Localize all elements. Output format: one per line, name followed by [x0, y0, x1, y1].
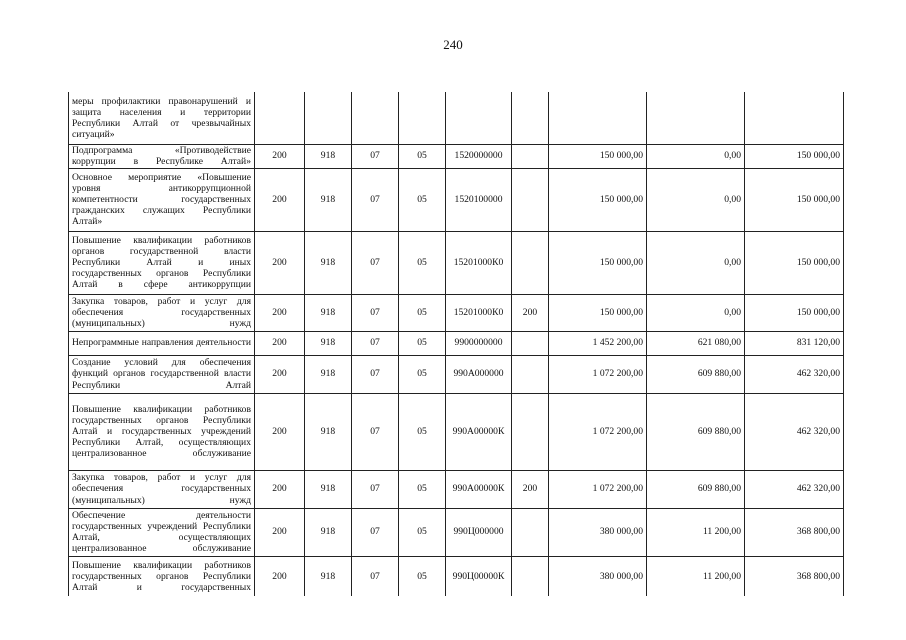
table-row — [69, 556, 844, 596]
table-row — [69, 393, 844, 470]
table-cell-fed: 621 080,00 — [647, 331, 745, 355]
table-cell-rz: 07 — [352, 168, 399, 231]
table-cell-rz: 07 — [352, 556, 399, 596]
table-cell-pr: 05 — [399, 355, 446, 393]
table-cell-reg — [745, 92, 844, 144]
table-cell-name: Повышение квалификации работников государственных органов Республики Алтай и государственных учреждений Республики Алтай, осуществляющих централизованное обслуживание — [69, 393, 255, 470]
table-cell-total: 1 072 200,00 — [549, 393, 647, 470]
table-cell-vr: 200 — [512, 470, 549, 508]
table-cell-fed: 0,00 — [647, 231, 745, 294]
table-cell-vr — [512, 331, 549, 355]
table-cell-csr: 1520000000 — [446, 144, 512, 168]
table-cell-csr: 1520100000 — [446, 168, 512, 231]
table-cell-reg: 150 000,00 — [745, 231, 844, 294]
table-cell-name: Создание условий для обеспечения функций органов государственной власти Республики Алтай — [69, 355, 255, 393]
table-cell-pr: 05 — [399, 331, 446, 355]
table-cell-name: Подпрограмма «Противодействие коррупции в Республике Алтай» — [69, 144, 255, 168]
table-row — [69, 231, 844, 294]
table-cell-rz: 07 — [352, 355, 399, 393]
table-cell-total: 1 072 200,00 — [549, 355, 647, 393]
table-cell-gr: 200 — [255, 393, 305, 470]
table-cell-gr: 200 — [255, 355, 305, 393]
table-cell-pr: 05 — [399, 393, 446, 470]
table-cell-rz: 07 — [352, 393, 399, 470]
table-cell-ved — [305, 92, 352, 144]
table-cell-pr — [399, 92, 446, 144]
table-cell-fed: 0,00 — [647, 168, 745, 231]
table-cell-pr: 05 — [399, 144, 446, 168]
table-cell-gr: 200 — [255, 168, 305, 231]
table-cell-gr: 200 — [255, 556, 305, 596]
table-row — [69, 470, 844, 508]
table-cell-fed: 11 200,00 — [647, 556, 745, 596]
table-cell-vr: 200 — [512, 294, 549, 331]
table-cell-vr — [512, 393, 549, 470]
table-cell-vr — [512, 168, 549, 231]
table-cell-reg: 831 120,00 — [745, 331, 844, 355]
table-cell-total: 380 000,00 — [549, 556, 647, 596]
table-cell-csr: 15201000К0 — [446, 231, 512, 294]
table-cell-csr: 990А000000 — [446, 355, 512, 393]
table-cell-gr: 200 — [255, 144, 305, 168]
table-cell-reg: 150 000,00 — [745, 294, 844, 331]
table-cell-total: 150 000,00 — [549, 168, 647, 231]
table-cell-name: меры профилактики правонарушений и защита населения и территории Республики Алтай от чрезвычайных ситуаций» — [69, 92, 255, 144]
table-cell-ved: 918 — [305, 331, 352, 355]
table-cell-ved: 918 — [305, 294, 352, 331]
table-cell-fed: 609 880,00 — [647, 393, 745, 470]
table-cell-name: Повышение квалификации работников государственных органов Республики Алтай и государственных — [69, 556, 255, 596]
table-cell-reg: 368 800,00 — [745, 508, 844, 556]
table-cell-fed: 11 200,00 — [647, 508, 745, 556]
table-cell-ved: 918 — [305, 508, 352, 556]
table-row — [69, 92, 844, 144]
table-cell-vr — [512, 144, 549, 168]
table-cell-name: Непрограммные направления деятельности — [69, 331, 255, 355]
table-cell-gr — [255, 92, 305, 144]
table-cell-pr: 05 — [399, 470, 446, 508]
table-cell-csr: 990А00000К — [446, 393, 512, 470]
table-cell-rz: 07 — [352, 508, 399, 556]
table-cell-reg: 150 000,00 — [745, 168, 844, 231]
table-cell-ved: 918 — [305, 168, 352, 231]
table-cell-vr — [512, 508, 549, 556]
table-cell-fed: 609 880,00 — [647, 470, 745, 508]
page-number: 240 — [443, 37, 463, 52]
table-cell-total: 380 000,00 — [549, 508, 647, 556]
table-cell-rz — [352, 92, 399, 144]
table-cell-gr: 200 — [255, 470, 305, 508]
table-cell-ved: 918 — [305, 144, 352, 168]
table-cell-reg: 368 800,00 — [745, 556, 844, 596]
table-cell-name: Закупка товаров, работ и услуг для обеспечения государственных (муниципальных) нужд — [69, 470, 255, 508]
table-cell-gr: 200 — [255, 331, 305, 355]
table-cell-total: 150 000,00 — [549, 231, 647, 294]
table-cell-total: 150 000,00 — [549, 144, 647, 168]
table-cell-rz: 07 — [352, 294, 399, 331]
table-cell-reg: 150 000,00 — [745, 144, 844, 168]
table-cell-name: Закупка товаров, работ и услуг для обеспечения государственных (муниципальных) нужд — [69, 294, 255, 331]
table-cell-total — [549, 92, 647, 144]
table-row — [69, 508, 844, 556]
table-row — [69, 355, 844, 393]
table-cell-total: 1 072 200,00 — [549, 470, 647, 508]
table-cell-ved: 918 — [305, 231, 352, 294]
table-cell-ved: 918 — [305, 393, 352, 470]
table-cell-ved: 918 — [305, 355, 352, 393]
table-cell-total: 150 000,00 — [549, 294, 647, 331]
table-cell-reg: 462 320,00 — [745, 355, 844, 393]
table-cell-gr: 200 — [255, 508, 305, 556]
budget-table — [68, 92, 844, 596]
table-cell-vr — [512, 556, 549, 596]
table-cell-csr: 990Ц00000К — [446, 556, 512, 596]
table-cell-name: Повышение квалификации работников органов государственной власти Республики Алтай и иных государственных органов Республики Алтай в сфере антикоррупции — [69, 231, 255, 294]
table-cell-pr: 05 — [399, 508, 446, 556]
table-row — [69, 168, 844, 231]
table-cell-fed: 0,00 — [647, 144, 745, 168]
table-cell-pr: 05 — [399, 168, 446, 231]
table-row — [69, 294, 844, 331]
table-cell-gr: 200 — [255, 294, 305, 331]
table-cell-csr: 990Ц000000 — [446, 508, 512, 556]
table-cell-vr — [512, 231, 549, 294]
table-cell-ved: 918 — [305, 470, 352, 508]
table-cell-vr — [512, 92, 549, 144]
table-cell-total: 1 452 200,00 — [549, 331, 647, 355]
table-cell-csr: 15201000К0 — [446, 294, 512, 331]
table-cell-rz: 07 — [352, 331, 399, 355]
table-cell-vr — [512, 355, 549, 393]
table-cell-rz: 07 — [352, 144, 399, 168]
table-cell-reg: 462 320,00 — [745, 393, 844, 470]
table-cell-fed: 609 880,00 — [647, 355, 745, 393]
table-row — [69, 331, 844, 355]
table-cell-name: Обеспечение деятельности государственных учреждений Республики Алтай, осуществляющих централизованное обслуживание — [69, 508, 255, 556]
table-cell-csr — [446, 92, 512, 144]
table-cell-csr: 9900000000 — [446, 331, 512, 355]
table-cell-fed: 0,00 — [647, 294, 745, 331]
table-row — [69, 144, 844, 168]
table-cell-csr: 990А00000К — [446, 470, 512, 508]
table-cell-reg: 462 320,00 — [745, 470, 844, 508]
table-cell-pr: 05 — [399, 294, 446, 331]
table-cell-rz: 07 — [352, 470, 399, 508]
table-cell-ved: 918 — [305, 556, 352, 596]
table-cell-rz: 07 — [352, 231, 399, 294]
table-cell-name: Основное мероприятие «Повышение уровня антикоррупционной компетентности государственных гражданских служащих Республики Алтай» — [69, 168, 255, 231]
table-cell-pr: 05 — [399, 231, 446, 294]
table-cell-pr: 05 — [399, 556, 446, 596]
table-cell-fed — [647, 92, 745, 144]
table-cell-gr: 200 — [255, 231, 305, 294]
